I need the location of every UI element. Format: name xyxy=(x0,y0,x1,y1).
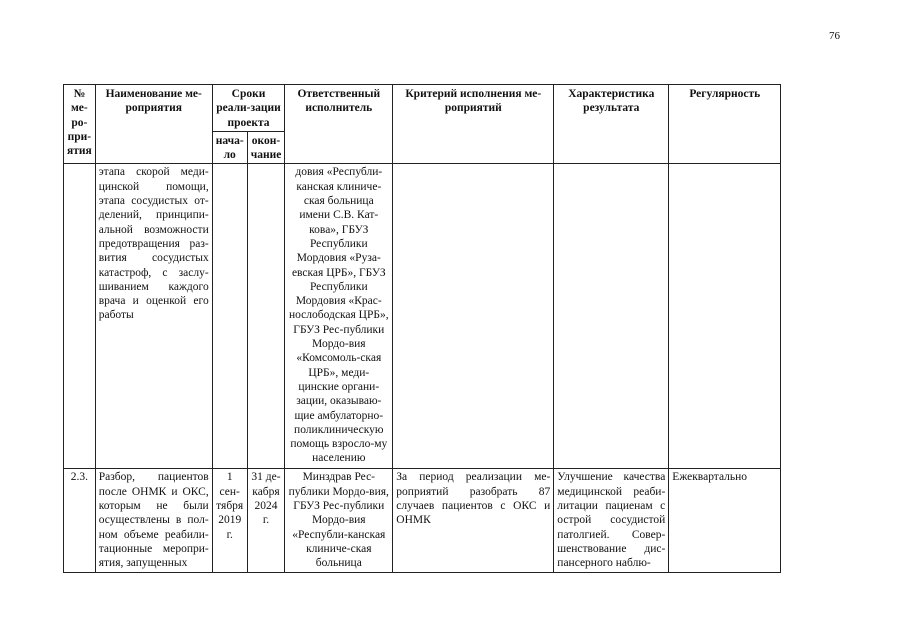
cell-name: Разбор, пациентов после ОНМК и ОКС, которым не были осуществлены в пол-ном объеме реабили-тационные меропри-ятия, запущенных xyxy=(95,469,212,572)
measures-table xyxy=(63,84,781,573)
cell-result xyxy=(554,164,669,469)
cell-regularity: Ежеквартально xyxy=(669,469,781,572)
header-name: Наименование ме-роприятия xyxy=(95,85,212,164)
header-start: нача-ло xyxy=(212,131,247,164)
cell-criteria: За период реализации ме-роприятий разобрать 87 случаев пациентов с ОКС и ОНМК xyxy=(393,469,554,572)
header-regularity: Регулярность xyxy=(669,85,781,164)
cell-name: этапа скорой меди-цинской помощи, этапа сосудистых от-делений, принципи-альной возможности предотвращения раз-вития сосудистых катастроф, с заслу-шиванием каждого врача и оценкой его работы xyxy=(95,164,212,469)
cell-start: 1 сен-тября 2019 г. xyxy=(212,469,247,572)
cell-responsible: довия «Республи-канская клиниче-ская больница имени С.В. Кат-кова», ГБУЗ Республики Мордовия «Руза-евская ЦРБ», ГБУЗ Республики Мордовия «Крас-нослободская ЦРБ», ГБУЗ Рес-публики Мордо-вия «Комсомоль-ская ЦРБ», меди-цинские органи-зации, оказываю-щие амбулаторно-поликлиническую помощь взросло-му населению xyxy=(285,164,393,469)
header-end: окон-чание xyxy=(247,131,285,164)
page-number: 76 xyxy=(829,30,840,42)
table-row xyxy=(64,164,781,469)
cell-end xyxy=(247,164,285,469)
header-criteria: Критерий исполнения ме-роприятий xyxy=(393,85,554,164)
header-result: Характеристика результата xyxy=(554,85,669,164)
header-row xyxy=(64,85,781,132)
table-row xyxy=(64,469,781,572)
cell-number xyxy=(64,164,96,469)
header-responsible: Ответственный исполнитель xyxy=(285,85,393,164)
cell-responsible: Минздрав Рес-публики Мордо-вия, ГБУЗ Рес-публики Мордо-вия «Республи-канская клиниче-ская больница xyxy=(285,469,393,572)
header-period: Сроки реали-зации проекта xyxy=(212,85,285,132)
cell-regularity xyxy=(669,164,781,469)
header-number: № ме- ро- при- ятия xyxy=(64,85,96,164)
cell-criteria xyxy=(393,164,554,469)
cell-start xyxy=(212,164,247,469)
cell-number: 2.3. xyxy=(64,469,96,572)
cell-result: Улучшение качества медицинской реаби-литации пациенам с острой сосудистой патолгией. Совер-шенствование дис-пансерного наблю- xyxy=(554,469,669,572)
cell-end: 31 де-кабря 2024 г. xyxy=(247,469,285,572)
